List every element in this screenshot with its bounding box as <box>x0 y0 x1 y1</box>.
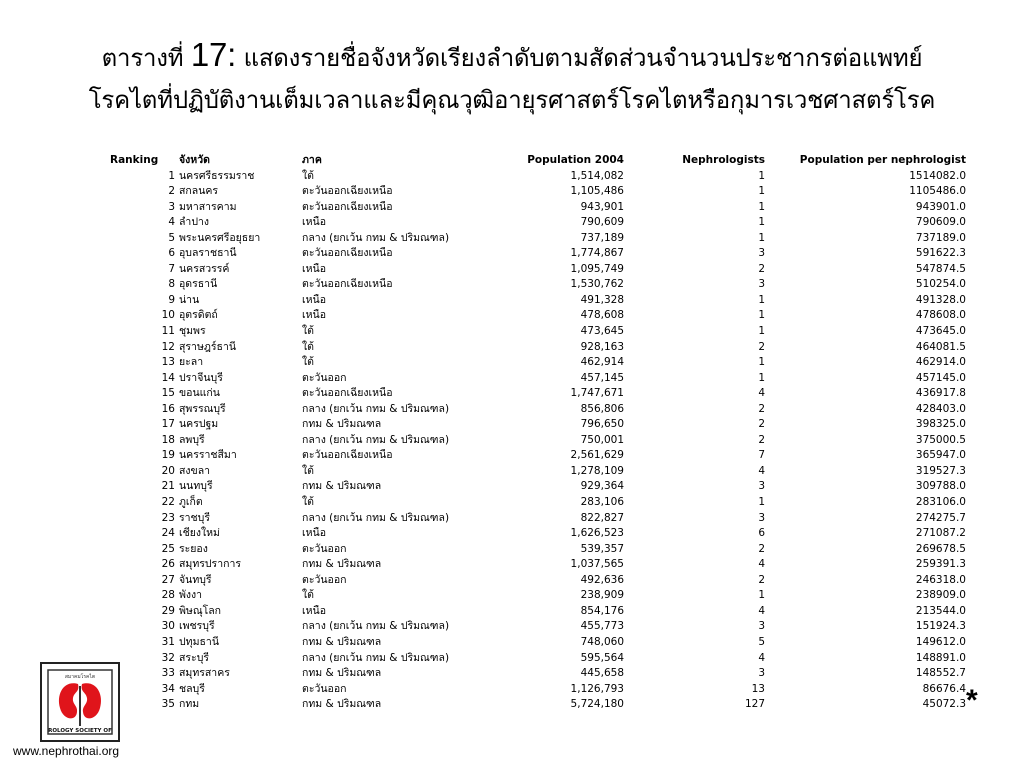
cell-ranking: 4 <box>168 216 175 229</box>
table-row <box>110 573 966 589</box>
cell-province: อุบลราชธานี <box>179 247 237 260</box>
cell-nephrologists: 3 <box>758 480 765 493</box>
cell-population-per-nephrologist: 491328.0 <box>915 293 966 306</box>
cell-nephrologists: 4 <box>758 558 765 571</box>
cell-nephrologists: 2 <box>758 262 765 275</box>
title-line-1 <box>0 34 1024 79</box>
table-row <box>110 495 966 511</box>
cell-population-per-nephrologist: 149612.0 <box>915 635 966 648</box>
cell-nephrologists: 1 <box>758 231 765 244</box>
cell-region: ตะวันออกเฉียงเหนือ <box>302 200 393 213</box>
cell-population: 796,650 <box>580 418 624 431</box>
cell-nephrologists: 13 <box>751 682 765 695</box>
cell-nephrologists: 2 <box>758 573 765 586</box>
cell-population-per-nephrologist: 591622.3 <box>915 247 966 260</box>
cell-population-per-nephrologist: 246318.0 <box>915 573 966 586</box>
cell-province: เชียงใหม่ <box>179 527 220 540</box>
cell-population-per-nephrologist: 238909.0 <box>915 589 966 602</box>
cell-population-per-nephrologist: 790609.0 <box>915 216 966 229</box>
cell-region: เหนือ <box>302 527 326 540</box>
cell-region: ตะวันออกเฉียงเหนือ <box>302 247 393 260</box>
cell-nephrologists: 2 <box>758 402 765 415</box>
cell-region: เหนือ <box>302 604 326 617</box>
cell-population-per-nephrologist: 148552.7 <box>915 667 966 680</box>
cell-population: 854,176 <box>580 604 624 617</box>
cell-province: มหาสารคาม <box>179 200 237 213</box>
cell-region: กลาง (ยกเว้น กทม & ปริมณฑล) <box>302 651 450 664</box>
cell-ranking: 20 <box>161 464 175 477</box>
cell-province: ชลบุรี <box>179 682 205 695</box>
cell-region: ใต้ <box>302 169 314 182</box>
cell-population: 929,364 <box>580 480 624 493</box>
cell-region: ตะวันออก <box>302 682 347 695</box>
header-region: ภาค <box>302 154 322 166</box>
cell-province: สระบุรี <box>179 651 209 664</box>
cell-region: ตะวันออกเฉียงเหนือ <box>302 185 393 198</box>
cell-province: ปทุมธานี <box>179 635 219 648</box>
cell-province: อุดรธานี <box>179 278 218 291</box>
cell-population: 595,564 <box>580 651 624 664</box>
cell-region: ใต้ <box>302 589 314 602</box>
cell-region: ตะวันออก <box>302 573 347 586</box>
table-row <box>110 511 966 527</box>
cell-region: ตะวันออกเฉียงเหนือ <box>302 449 393 462</box>
cell-population: 2,561,629 <box>570 449 624 462</box>
cell-population: 457,145 <box>580 371 624 384</box>
cell-population: 943,901 <box>580 200 624 213</box>
cell-population-per-nephrologist: 213544.0 <box>915 604 966 617</box>
society-logo <box>40 662 120 742</box>
cell-region: กทม & ปริมณฑล <box>302 667 382 680</box>
cell-nephrologists: 3 <box>758 667 765 680</box>
cell-population-per-nephrologist: 375000.5 <box>915 433 966 446</box>
table-row <box>110 682 966 698</box>
cell-population-per-nephrologist: 436917.8 <box>915 387 966 400</box>
cell-region: กลาง (ยกเว้น กทม & ปริมณฑล) <box>302 433 450 446</box>
table-row <box>110 169 966 185</box>
cell-population: 462,914 <box>580 356 624 369</box>
cell-province: สกลนคร <box>179 185 219 198</box>
asterisk-marker: * <box>966 684 978 717</box>
cell-population: 1,095,749 <box>570 262 624 275</box>
cell-nephrologists: 1 <box>758 200 765 213</box>
cell-province: ภูเก็ต <box>179 496 203 509</box>
cell-nephrologists: 1 <box>758 309 765 322</box>
cell-population: 790,609 <box>580 216 624 229</box>
cell-nephrologists: 1 <box>758 216 765 229</box>
table-row <box>110 308 966 324</box>
cell-population-per-nephrologist: 464081.5 <box>915 340 966 353</box>
cell-ranking: 21 <box>161 480 175 493</box>
cell-region: ตะวันออก <box>302 371 347 384</box>
cell-province: สมุทรสาคร <box>179 667 230 680</box>
table-row <box>110 293 966 309</box>
cell-province: พิษณุโลก <box>179 604 222 617</box>
cell-population: 478,608 <box>580 309 624 322</box>
cell-nephrologists: 1 <box>758 356 765 369</box>
cell-nephrologists: 3 <box>758 620 765 633</box>
cell-province: ลพบุรี <box>179 433 205 446</box>
cell-nephrologists: 3 <box>758 278 765 291</box>
cell-population: 1,126,793 <box>570 682 624 695</box>
cell-population-per-nephrologist: 319527.3 <box>915 464 966 477</box>
cell-ranking: 2 <box>168 185 175 198</box>
cell-population-per-nephrologist: 365947.0 <box>915 449 966 462</box>
cell-province: ระยอง <box>179 542 208 555</box>
cell-region: ใต้ <box>302 340 314 353</box>
website-link[interactable]: www.nephrothai.org <box>13 744 120 758</box>
table-row <box>110 371 966 387</box>
cell-population-per-nephrologist: 943901.0 <box>915 200 966 213</box>
cell-ranking: 25 <box>161 542 175 555</box>
cell-province: เพชรบุรี <box>179 620 215 633</box>
cell-ranking: 26 <box>161 558 175 571</box>
cell-region: กทม & ปริมณฑล <box>302 558 382 571</box>
cell-ranking: 30 <box>161 620 175 633</box>
cell-population: 1,037,565 <box>570 558 624 571</box>
ranking-table <box>110 153 966 713</box>
table-row <box>110 666 966 682</box>
cell-province: อุตรดิตถ์ <box>179 309 218 322</box>
cell-population-per-nephrologist: 428403.0 <box>915 402 966 415</box>
cell-province: สมุทรปราการ <box>179 558 241 571</box>
cell-population-per-nephrologist: 737189.0 <box>915 231 966 244</box>
table-row <box>110 277 966 293</box>
cell-region: กทม & ปริมณฑล <box>302 635 382 648</box>
cell-nephrologists: 1 <box>758 371 765 384</box>
cell-region: ตะวันออกเฉียงเหนือ <box>302 387 393 400</box>
cell-province: ปราจีนบุรี <box>179 371 223 384</box>
cell-province: นครสวรรค์ <box>179 262 230 275</box>
table-row <box>110 246 966 262</box>
cell-population-per-nephrologist: 271087.2 <box>915 527 966 540</box>
table-row <box>110 635 966 651</box>
table-row <box>110 200 966 216</box>
header-population-per-nephrologist: Population per nephrologist <box>799 154 966 166</box>
table-row <box>110 464 966 480</box>
header-province: จังหวัด <box>179 154 210 166</box>
cell-nephrologists: 2 <box>758 542 765 555</box>
cell-population: 1,530,762 <box>570 278 624 291</box>
cell-population: 539,357 <box>580 542 624 555</box>
cell-population: 750,001 <box>580 433 624 446</box>
cell-ranking: 5 <box>168 231 175 244</box>
cell-population: 1,747,671 <box>570 387 624 400</box>
cell-population: 748,060 <box>580 635 624 648</box>
cell-population: 1,774,867 <box>570 247 624 260</box>
cell-province: นครปฐม <box>179 418 219 431</box>
cell-population: 856,806 <box>580 402 624 415</box>
cell-province: กทม <box>179 698 200 711</box>
cell-nephrologists: 1 <box>758 589 765 602</box>
table-row <box>110 231 966 247</box>
table-row <box>110 697 966 713</box>
cell-nephrologists: 3 <box>758 511 765 524</box>
cell-population: 492,636 <box>580 573 624 586</box>
cell-province: พังงา <box>179 589 203 602</box>
table-row <box>110 588 966 604</box>
cell-population-per-nephrologist: 547874.5 <box>915 262 966 275</box>
cell-population-per-nephrologist: 510254.0 <box>915 278 966 291</box>
cell-region: กลาง (ยกเว้น กทม & ปริมณฑล) <box>302 620 450 633</box>
cell-ranking: 15 <box>161 387 175 400</box>
cell-province: จันทบุรี <box>179 573 212 586</box>
cell-population-per-nephrologist: 148891.0 <box>915 651 966 664</box>
cell-ranking: 16 <box>161 402 175 415</box>
cell-region: เหนือ <box>302 293 326 306</box>
table-row <box>110 262 966 278</box>
table-row <box>110 651 966 667</box>
cell-nephrologists: 1 <box>758 185 765 198</box>
cell-province: สงขลา <box>179 464 211 477</box>
cell-province: สุราษฎร์ธานี <box>179 340 237 353</box>
cell-population-per-nephrologist: 151924.3 <box>915 620 966 633</box>
cell-ranking: 28 <box>161 589 175 602</box>
cell-ranking: 7 <box>168 262 175 275</box>
cell-nephrologists: 7 <box>758 449 765 462</box>
table-row <box>110 402 966 418</box>
cell-population-per-nephrologist: 462914.0 <box>915 356 966 369</box>
cell-ranking: 34 <box>161 682 175 695</box>
table-row <box>110 557 966 573</box>
cell-province: พระนครศรีอยุธยา <box>179 231 261 244</box>
cell-region: กทม & ปริมณฑล <box>302 418 382 431</box>
cell-population: 1,626,523 <box>570 527 624 540</box>
cell-nephrologists: 4 <box>758 604 765 617</box>
cell-population-per-nephrologist: 283106.0 <box>915 496 966 509</box>
cell-ranking: 11 <box>161 325 175 338</box>
table-row <box>110 479 966 495</box>
cell-population: 737,189 <box>580 231 624 244</box>
cell-region: เหนือ <box>302 216 326 229</box>
title-prefix: ตารางที่ <box>101 44 191 72</box>
cell-population: 238,909 <box>580 589 624 602</box>
cell-ranking: 19 <box>161 449 175 462</box>
cell-ranking: 24 <box>161 527 175 540</box>
cell-nephrologists: 4 <box>758 464 765 477</box>
cell-population: 491,328 <box>580 293 624 306</box>
cell-population-per-nephrologist: 274275.7 <box>915 511 966 524</box>
cell-province: นนทบุรี <box>179 480 213 493</box>
cell-region: ตะวันออกเฉียงเหนือ <box>302 278 393 291</box>
cell-region: กลาง (ยกเว้น กทม & ปริมณฑล) <box>302 402 450 415</box>
cell-ranking: 27 <box>161 573 175 586</box>
cell-population-per-nephrologist: 457145.0 <box>915 371 966 384</box>
cell-nephrologists: 2 <box>758 340 765 353</box>
cell-region: ใต้ <box>302 464 314 477</box>
table-row <box>110 448 966 464</box>
title-line-2: โรคไตที่ปฏิบัติงานเต็มเวลาและมีคุณวุฒิอายุรศาสตร์โรคไตหรือกุมารเวชศาสตร์โรค <box>88 86 936 114</box>
logo-caption: ROLOGY SOCIETY OF <box>48 728 112 734</box>
header-ranking: Ranking <box>110 154 159 166</box>
cell-population: 1,105,486 <box>570 185 624 198</box>
cell-nephrologists: 127 <box>744 698 765 711</box>
header-nephrologists: Nephrologists <box>682 154 765 166</box>
cell-population-per-nephrologist: 45072.3 <box>922 698 966 711</box>
cell-ranking: 9 <box>168 293 175 306</box>
cell-ranking: 17 <box>161 418 175 431</box>
table-row <box>110 355 966 371</box>
cell-nephrologists: 1 <box>758 293 765 306</box>
cell-population: 445,658 <box>580 667 624 680</box>
cell-ranking: 6 <box>168 247 175 260</box>
cell-province: ลำปาง <box>179 216 210 229</box>
cell-ranking: 14 <box>161 371 175 384</box>
cell-nephrologists: 4 <box>758 387 765 400</box>
table-row <box>110 526 966 542</box>
cell-population-per-nephrologist: 259391.3 <box>915 558 966 571</box>
cell-province: นครราชสีมา <box>179 449 237 462</box>
cell-population: 928,163 <box>580 340 624 353</box>
cell-ranking: 1 <box>168 169 175 182</box>
cell-region: กลาง (ยกเว้น กทม & ปริมณฑล) <box>302 511 450 524</box>
cell-ranking: 10 <box>161 309 175 322</box>
cell-ranking: 23 <box>161 511 175 524</box>
cell-ranking: 12 <box>161 340 175 353</box>
cell-region: ใต้ <box>302 356 314 369</box>
cell-nephrologists: 4 <box>758 651 765 664</box>
cell-province: ชุมพร <box>179 325 206 338</box>
cell-population: 1,278,109 <box>570 464 624 477</box>
cell-population-per-nephrologist: 86676.4 <box>922 682 966 695</box>
table-body <box>110 169 966 713</box>
table-row <box>110 340 966 356</box>
table-row <box>110 604 966 620</box>
cell-population: 5,724,180 <box>570 698 624 711</box>
kidney-icon <box>42 664 118 740</box>
cell-ranking: 18 <box>161 433 175 446</box>
cell-region: กทม & ปริมณฑล <box>302 480 382 493</box>
cell-population-per-nephrologist: 269678.5 <box>915 542 966 555</box>
cell-nephrologists: 1 <box>758 325 765 338</box>
table-header-row <box>110 153 966 169</box>
cell-province: ยะลา <box>179 356 204 369</box>
cell-province: นครศรีธรรมราช <box>179 169 255 182</box>
cell-nephrologists: 2 <box>758 433 765 446</box>
cell-population-per-nephrologist: 1514082.0 <box>909 169 966 182</box>
cell-nephrologists: 2 <box>758 418 765 431</box>
cell-ranking: 33 <box>161 667 175 680</box>
svg-text:สมาคมโรคไต: สมาคมโรคไต <box>64 674 96 680</box>
cell-ranking: 29 <box>161 604 175 617</box>
cell-population-per-nephrologist: 478608.0 <box>915 309 966 322</box>
table-row <box>110 215 966 231</box>
cell-population: 283,106 <box>580 496 624 509</box>
cell-region: ใต้ <box>302 496 314 509</box>
cell-region: กลาง (ยกเว้น กทม & ปริมณฑล) <box>302 231 450 244</box>
cell-region: ใต้ <box>302 325 314 338</box>
cell-ranking: 32 <box>161 651 175 664</box>
table-row <box>110 619 966 635</box>
cell-region: กทม & ปริมณฑล <box>302 698 382 711</box>
cell-population-per-nephrologist: 309788.0 <box>915 480 966 493</box>
cell-ranking: 13 <box>161 356 175 369</box>
cell-region: ตะวันออก <box>302 542 347 555</box>
page-title <box>0 34 1024 121</box>
cell-ranking: 31 <box>161 635 175 648</box>
cell-population-per-nephrologist: 398325.0 <box>915 418 966 431</box>
cell-nephrologists: 1 <box>758 169 765 182</box>
cell-province: น่าน <box>179 293 200 306</box>
cell-population-per-nephrologist: 473645.0 <box>915 325 966 338</box>
table-number: 17: <box>190 36 237 73</box>
cell-ranking: 8 <box>168 278 175 291</box>
title-line-1-text: แสดงรายชื่อจังหวัดเรียงลำดับตามสัดส่วนจำนวนประชากรต่อแพทย์ <box>236 44 923 72</box>
cell-nephrologists: 1 <box>758 496 765 509</box>
cell-nephrologists: 5 <box>758 635 765 648</box>
cell-region: เหนือ <box>302 309 326 322</box>
table-row <box>110 417 966 433</box>
cell-population: 473,645 <box>580 325 624 338</box>
cell-ranking: 3 <box>168 200 175 213</box>
cell-ranking: 22 <box>161 496 175 509</box>
table-row <box>110 433 966 449</box>
cell-population-per-nephrologist: 1105486.0 <box>909 185 966 198</box>
cell-ranking: 35 <box>161 698 175 711</box>
table-row <box>110 184 966 200</box>
cell-province: ขอนแก่น <box>179 387 220 400</box>
header-population: Population 2004 <box>527 154 624 166</box>
cell-nephrologists: 6 <box>758 527 765 540</box>
cell-province: สุพรรณบุรี <box>179 402 226 415</box>
cell-region: เหนือ <box>302 262 326 275</box>
cell-population: 455,773 <box>580 620 624 633</box>
cell-population: 1,514,082 <box>570 169 624 182</box>
table-row <box>110 324 966 340</box>
table-row <box>110 542 966 558</box>
cell-population: 822,827 <box>580 511 624 524</box>
table-row <box>110 386 966 402</box>
cell-nephrologists: 3 <box>758 247 765 260</box>
cell-province: ราชบุรี <box>179 511 210 524</box>
